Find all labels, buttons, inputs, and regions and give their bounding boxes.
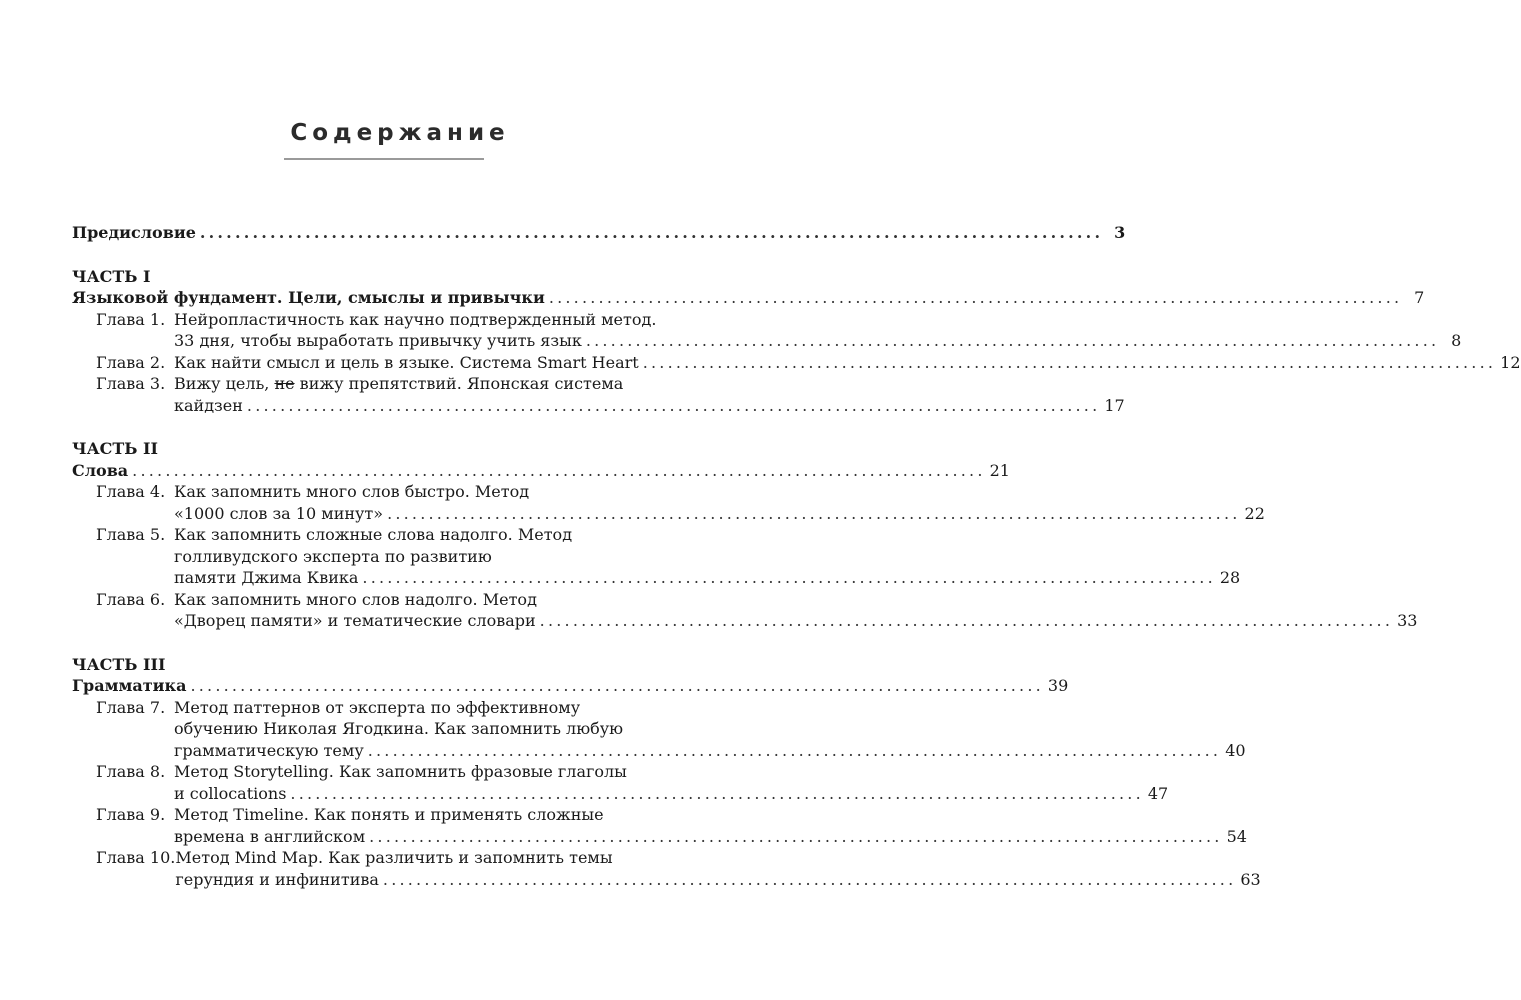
part-title: Языковой фундамент. Цели, смыслы и привычки xyxy=(72,288,545,307)
page-number: 39 xyxy=(1047,676,1069,695)
chapter-number: Глава 3. xyxy=(96,374,166,393)
title-underline xyxy=(284,158,484,160)
table-of-contents xyxy=(72,222,1521,890)
chapter-title-line: кайдзен xyxy=(174,395,243,415)
chapter-title-text: вижу препятствий. Японская система xyxy=(294,374,624,393)
toc-entry-preface[interactable] xyxy=(72,222,1126,244)
page-number: 7 xyxy=(1414,288,1425,307)
chapter-title-line: голливудского эксперта по развитию xyxy=(174,546,492,566)
part-title: Слова xyxy=(72,460,129,480)
chapter-title-line: Нейропластичность как научно подтвержденный метод. xyxy=(174,309,657,329)
dot-leader: ....................................................................................................... xyxy=(362,568,1216,587)
chapter-title-text: Вижу цель, xyxy=(174,374,275,393)
toc-entry-chapter-10[interactable] xyxy=(72,847,1261,890)
chapter-title-line: Как запомнить сложные слова надолго. Метод xyxy=(174,525,573,544)
page-number: 63 xyxy=(1240,869,1261,889)
dot-leader: ....................................................................................................... xyxy=(190,676,1044,695)
page-number: 47 xyxy=(1147,783,1169,803)
part-label-2: ЧАСТЬ II xyxy=(72,439,159,458)
chapter-number: Глава 9. xyxy=(96,805,166,824)
toc-entry-chapter-6[interactable] xyxy=(72,589,1418,632)
chapter-title-line: «Дворец памяти» и тематические словари xyxy=(174,611,536,630)
chapter-title-line: времена в английском xyxy=(174,826,366,846)
chapter-number: Глава 4. xyxy=(96,482,166,501)
dot-leader: ....................................................................................................... xyxy=(246,395,1101,415)
chapter-title-line xyxy=(174,373,1125,395)
toc-entry-part-3[interactable] xyxy=(72,675,1069,697)
chapter-title-line: Метод Mind Map. Как различить и запомнить темы xyxy=(175,848,613,867)
chapter-title-line: «1000 слов за 10 минут» xyxy=(174,503,384,523)
toc-entry-chapter-1[interactable] xyxy=(72,309,1462,352)
page-number: 8 xyxy=(1451,331,1462,350)
dot-leader: ....................................................................................................... xyxy=(369,826,1223,846)
part-title: Грамматика xyxy=(72,676,187,695)
page-number: 17 xyxy=(1104,395,1125,415)
page-number: 12 xyxy=(1500,352,1521,372)
chapter-title-line: Метод Timeline. Как понять и применять сложные xyxy=(174,805,604,824)
dot-leader: ....................................................................................................... xyxy=(290,783,1144,803)
chapter-number: Глава 7. xyxy=(96,697,166,717)
chapter-title-line: Метод Storytelling. Как запомнить фразовые глаголы xyxy=(174,762,627,781)
page-title: Содержание xyxy=(290,120,510,146)
chapter-title-line: Как запомнить много слов быстро. Метод xyxy=(174,482,530,501)
chapter-title-line: памяти Джима Квика xyxy=(174,568,359,587)
page-number: 3 xyxy=(1114,223,1126,242)
dot-leader: ....................................................................................................... xyxy=(199,223,1104,242)
dot-leader: ....................................................................................................... xyxy=(539,611,1394,630)
chapter-number: Глава 2. xyxy=(96,352,166,372)
dot-leader: ....................................................................................................... xyxy=(642,352,1497,372)
page-number: 22 xyxy=(1244,503,1265,523)
chapter-title-line: Как найти смысл и цель в языке. Система Smart Heart xyxy=(174,352,639,372)
chapter-title-line: и collocations xyxy=(174,783,287,803)
chapter-title-line: герундия и инфинитива xyxy=(175,869,379,889)
toc-entry-chapter-4[interactable] xyxy=(72,481,1265,524)
part-label-3: ЧАСТЬ III xyxy=(72,654,166,674)
toc-entry-part-2[interactable] xyxy=(72,460,1010,482)
entry-title: Предисловие xyxy=(72,223,196,242)
chapter-title-line: обучению Николая Ягодкина. Как запомнить любую xyxy=(174,719,624,738)
toc-entry-chapter-7[interactable] xyxy=(72,697,1246,762)
toc-entry-chapter-5[interactable] xyxy=(72,524,1241,589)
page-number: 40 xyxy=(1225,740,1246,760)
chapter-title-line: Как запомнить много слов надолго. Метод xyxy=(174,589,537,609)
dot-leader: ....................................................................................................... xyxy=(382,869,1237,889)
chapter-title-line: 33 дня, чтобы выработать привычку учить язык xyxy=(174,331,582,350)
dot-leader: ....................................................................................................... xyxy=(132,460,986,480)
toc-entry-chapter-3[interactable] xyxy=(72,373,1125,416)
toc-entry-chapter-2[interactable] xyxy=(72,352,1521,374)
dot-leader: ....................................................................................................... xyxy=(367,740,1222,760)
chapter-number: Глава 10. xyxy=(96,848,176,867)
toc-entry-part-1[interactable] xyxy=(72,287,1425,309)
toc-entry-chapter-8[interactable] xyxy=(72,761,1169,804)
page-number: 21 xyxy=(989,460,1010,480)
chapter-number: Глава 8. xyxy=(96,762,166,781)
page-number: 33 xyxy=(1397,611,1418,630)
dot-leader: ....................................................................................................... xyxy=(585,331,1440,350)
page-number: 28 xyxy=(1219,568,1241,587)
chapter-title-line: Метод паттернов от эксперта по эффективному xyxy=(174,697,581,717)
chapter-number: Глава 6. xyxy=(96,589,166,609)
chapter-title-line: грамматическую тему xyxy=(174,740,364,760)
dot-leader: ....................................................................................................... xyxy=(387,503,1241,523)
dot-leader: ....................................................................................................... xyxy=(548,288,1403,307)
toc-entry-chapter-9[interactable] xyxy=(72,804,1247,847)
chapter-number: Глава 5. xyxy=(96,525,166,544)
struck-word: не xyxy=(274,374,295,393)
part-label-1: ЧАСТЬ I xyxy=(72,266,151,286)
page-number: 54 xyxy=(1226,826,1247,846)
chapter-number: Глава 1. xyxy=(96,309,166,329)
